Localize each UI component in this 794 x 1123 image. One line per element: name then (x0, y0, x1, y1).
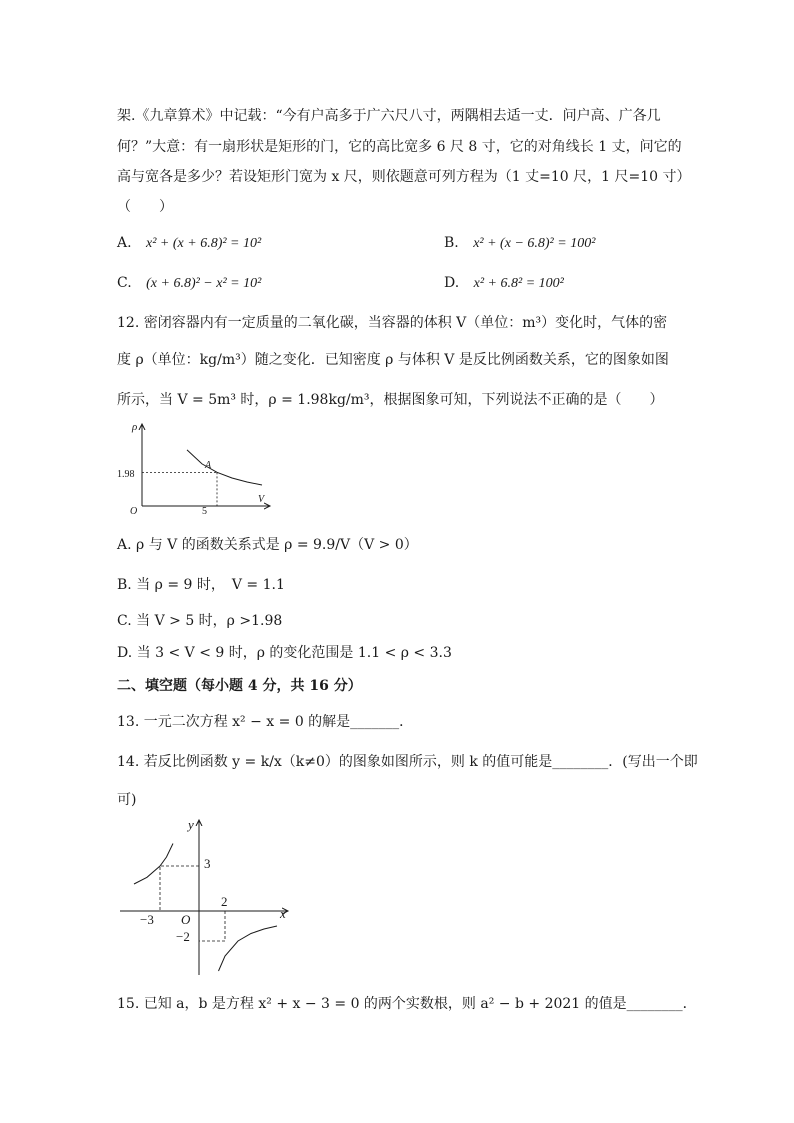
guide-lines-point-lower (199, 911, 225, 941)
y-axis-label: y (188, 817, 194, 832)
q11-option-c[interactable] (117, 273, 261, 294)
tick-label-3: 3 (204, 856, 211, 871)
option-text: x² + (x + 6.8)² = 10² (146, 236, 262, 251)
hyperbola-branch-upper-left (134, 844, 173, 885)
origin-label: O (130, 506, 138, 517)
option-letter: C. (117, 275, 132, 291)
option-letter: B. (117, 577, 132, 593)
q14-stem-line-1: 14. 若反比例函数 y = k/x（k≠0）的图象如图所示，则 k 的值可能是________．(写出一个即 (117, 754, 698, 770)
option-letter: D. (117, 645, 133, 661)
option-text: (x + 6.8)² − x² = 10² (146, 276, 262, 291)
q12-stem-line-2: 度 ρ（单位：kg/m³）随之变化．已知密度 ρ 与体积 V 是反比例函数关系，它的图象如图 (117, 352, 669, 368)
option-letter: A. (117, 537, 132, 553)
option-text: ρ 与 V 的函数关系式是 ρ = 9.9/V（V > 0） (136, 537, 418, 553)
y-tick-label: 1.98 (117, 469, 135, 480)
tick-label-neg3: −3 (140, 912, 154, 927)
q11-option-d[interactable] (444, 273, 564, 294)
hyperbola-curve (187, 450, 262, 485)
option-text: 当 3 < V < 9 时，ρ 的变化范围是 1.1 < ρ < 3.3 (136, 645, 452, 661)
option-text: x² + 6.8² = 100² (473, 276, 564, 291)
hyperbola-branch-lower-right (219, 926, 278, 971)
tick-label-2: 2 (221, 894, 228, 909)
option-text: 当 V > 5 时，ρ >1.98 (136, 613, 283, 629)
q14-stem-line-2: 可) (117, 792, 137, 808)
q12-option-a[interactable] (117, 535, 418, 555)
q12-stem-line-1: 12. 密闭容器内有一定质量的二氧化碳，当容器的体积 V（单位：m³）变化时，气体的密 (117, 315, 668, 331)
q11-option-a[interactable] (117, 233, 261, 254)
q11-stem-line-2: 何？”大意：有一扇形状是矩形的门，它的高比宽多 6 尺 8 寸，它的对角线长 1 丈，问它的 (117, 139, 682, 155)
q12-option-b[interactable] (117, 575, 285, 595)
q12-option-c[interactable] (117, 611, 282, 631)
option-letter: D. (444, 275, 460, 291)
tick-label-neg2: −2 (176, 929, 190, 944)
q13-stem: 13. 一元二次方程 x² − x = 0 的解是_______． (117, 714, 414, 730)
y-axis-label: ρ (132, 421, 138, 433)
option-text: 当 ρ = 9 时， V = 1.1 (136, 577, 285, 593)
section-heading-fill-in: 二、填空题（每小题 4 分，共 16 分） (117, 678, 362, 694)
point-a-label: A (205, 460, 212, 471)
x-axis-label: V (258, 494, 265, 505)
x-axis-label: x (280, 906, 286, 921)
origin-label: O (181, 912, 191, 927)
q12-option-d[interactable] (117, 643, 452, 663)
q11-stem-line-1: 架.《九章算术》中记载：“今有户高多于广六尺八寸，两隅相去适一丈．问户高、广各几 (117, 108, 661, 124)
q15-stem: 15. 已知 a，b 是方程 x² + x − 3 = 0 的两个实数根，则 a² − b + 2021 的值是________． (117, 996, 697, 1012)
x-tick-label: 5 (202, 506, 207, 517)
option-letter: B. (444, 235, 459, 251)
option-letter: A. (117, 235, 132, 251)
option-text: x² + (x − 6.8)² = 100² (473, 236, 596, 251)
q14-inverse-function-graph (112, 815, 297, 980)
q11-option-b[interactable] (444, 233, 595, 254)
q11-stem-line-3: 高与宽各是多少？若设矩形门宽为 x 尺，则依题意可列方程为（1 丈=10 尺，1 尺=10 寸） (117, 169, 691, 185)
option-letter: C. (117, 613, 132, 629)
q12-density-volume-graph (112, 418, 282, 522)
guide-lines-point-upper (160, 866, 199, 911)
q12-stem-line-3: 所示，当 V = 5m³ 时，ρ = 1.98kg/m³，根据图象可知，下列说法不正确的是（ ） (117, 392, 664, 408)
q11-answer-paren: （ ） (117, 199, 173, 215)
